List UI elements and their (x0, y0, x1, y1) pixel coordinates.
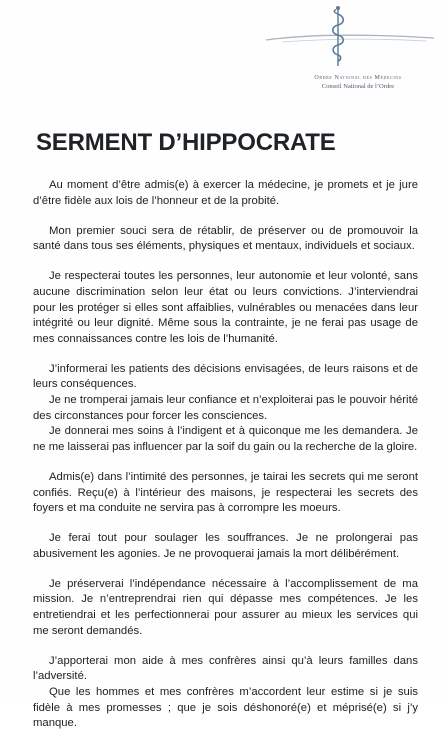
ordre-medecins-logo (262, 4, 438, 92)
paragraph: Que les hommes et mes confrères m’accordent leur estime si je suis fidèle à mes promesses ; que je sois déshonoré(e) et méprisé(e) si j’y manque. (33, 685, 418, 730)
paragraph: Au moment d’être admis(e) à exercer la médecine, je promets et je jure d’être fidèle aux lois de l’honneur et de la probité. (33, 179, 418, 207)
paragraph: Je donnerai mes soins à l’indigent et à quiconque me les demandera. Je ne me laisserai pas influencer par la soif du gain ou la recherche de la gloire. (33, 425, 418, 453)
paragraph: Mon premier souci sera de rétablir, de préserver ou de promouvoir la santé dans tous ses éléments, physiques et mentaux, individuels et sociaux. (33, 224, 418, 253)
paragraph: Je respecterai toutes les personnes, leur autonomie et leur volonté, sans aucune discrimination selon leur état ou leurs convictions. J’interviendrai pour les protéger si elles sont affaiblies, vulnérables ou menacées dans leur intégrité ou leur dignité. Même sous la contrainte, je ne ferai pas usage de mes connaissances contre les lois de l’humanité. (33, 270, 418, 345)
document-title: SERMENT D’HIPPOCRATE (36, 129, 336, 156)
caduceus-logo-icon (262, 4, 438, 76)
paragraph: Admis(e) dans l’intimité des personnes, je tairai les secrets qui me seront confiés. Reçu(e) à l’intérieur des maisons, je respecterai les secrets des foyers et ma conduite ne servira pas à corrompre les moeurs. (33, 470, 418, 515)
paragraph: Je ne tromperai jamais leur confiance et n’exploiterai pas le pouvoir hérité des circonstances pour forcer les consciences. (33, 394, 418, 422)
paragraph: Je préserverai l’indépendance nécessaire à l’accomplissement de ma mission. Je n’entreprendrai rien qui dépasse mes compétences. Je les entretiendrai et les perfectionnerai pour assurer au mieux les services qui me seront demandés. (33, 577, 418, 637)
paragraph: J’informerai les patients des décisions envisagées, de leurs raisons et de leurs conséquences. (33, 362, 418, 391)
paragraph: Je ferai tout pour soulager les souffrances. Je ne prolongerai pas abusivement les agonies. Je ne provoquerai jamais la mort délibérément. (33, 532, 418, 560)
paragraph: J’apporterai mon aide à mes confrères ainsi qu’à leurs familles dans l’adversité. (33, 654, 418, 683)
oath-text (33, 178, 418, 732)
organization-name: Ordre National des Médecins (314, 75, 402, 81)
organization-subtitle: Conseil National de l’Ordre (321, 83, 395, 90)
